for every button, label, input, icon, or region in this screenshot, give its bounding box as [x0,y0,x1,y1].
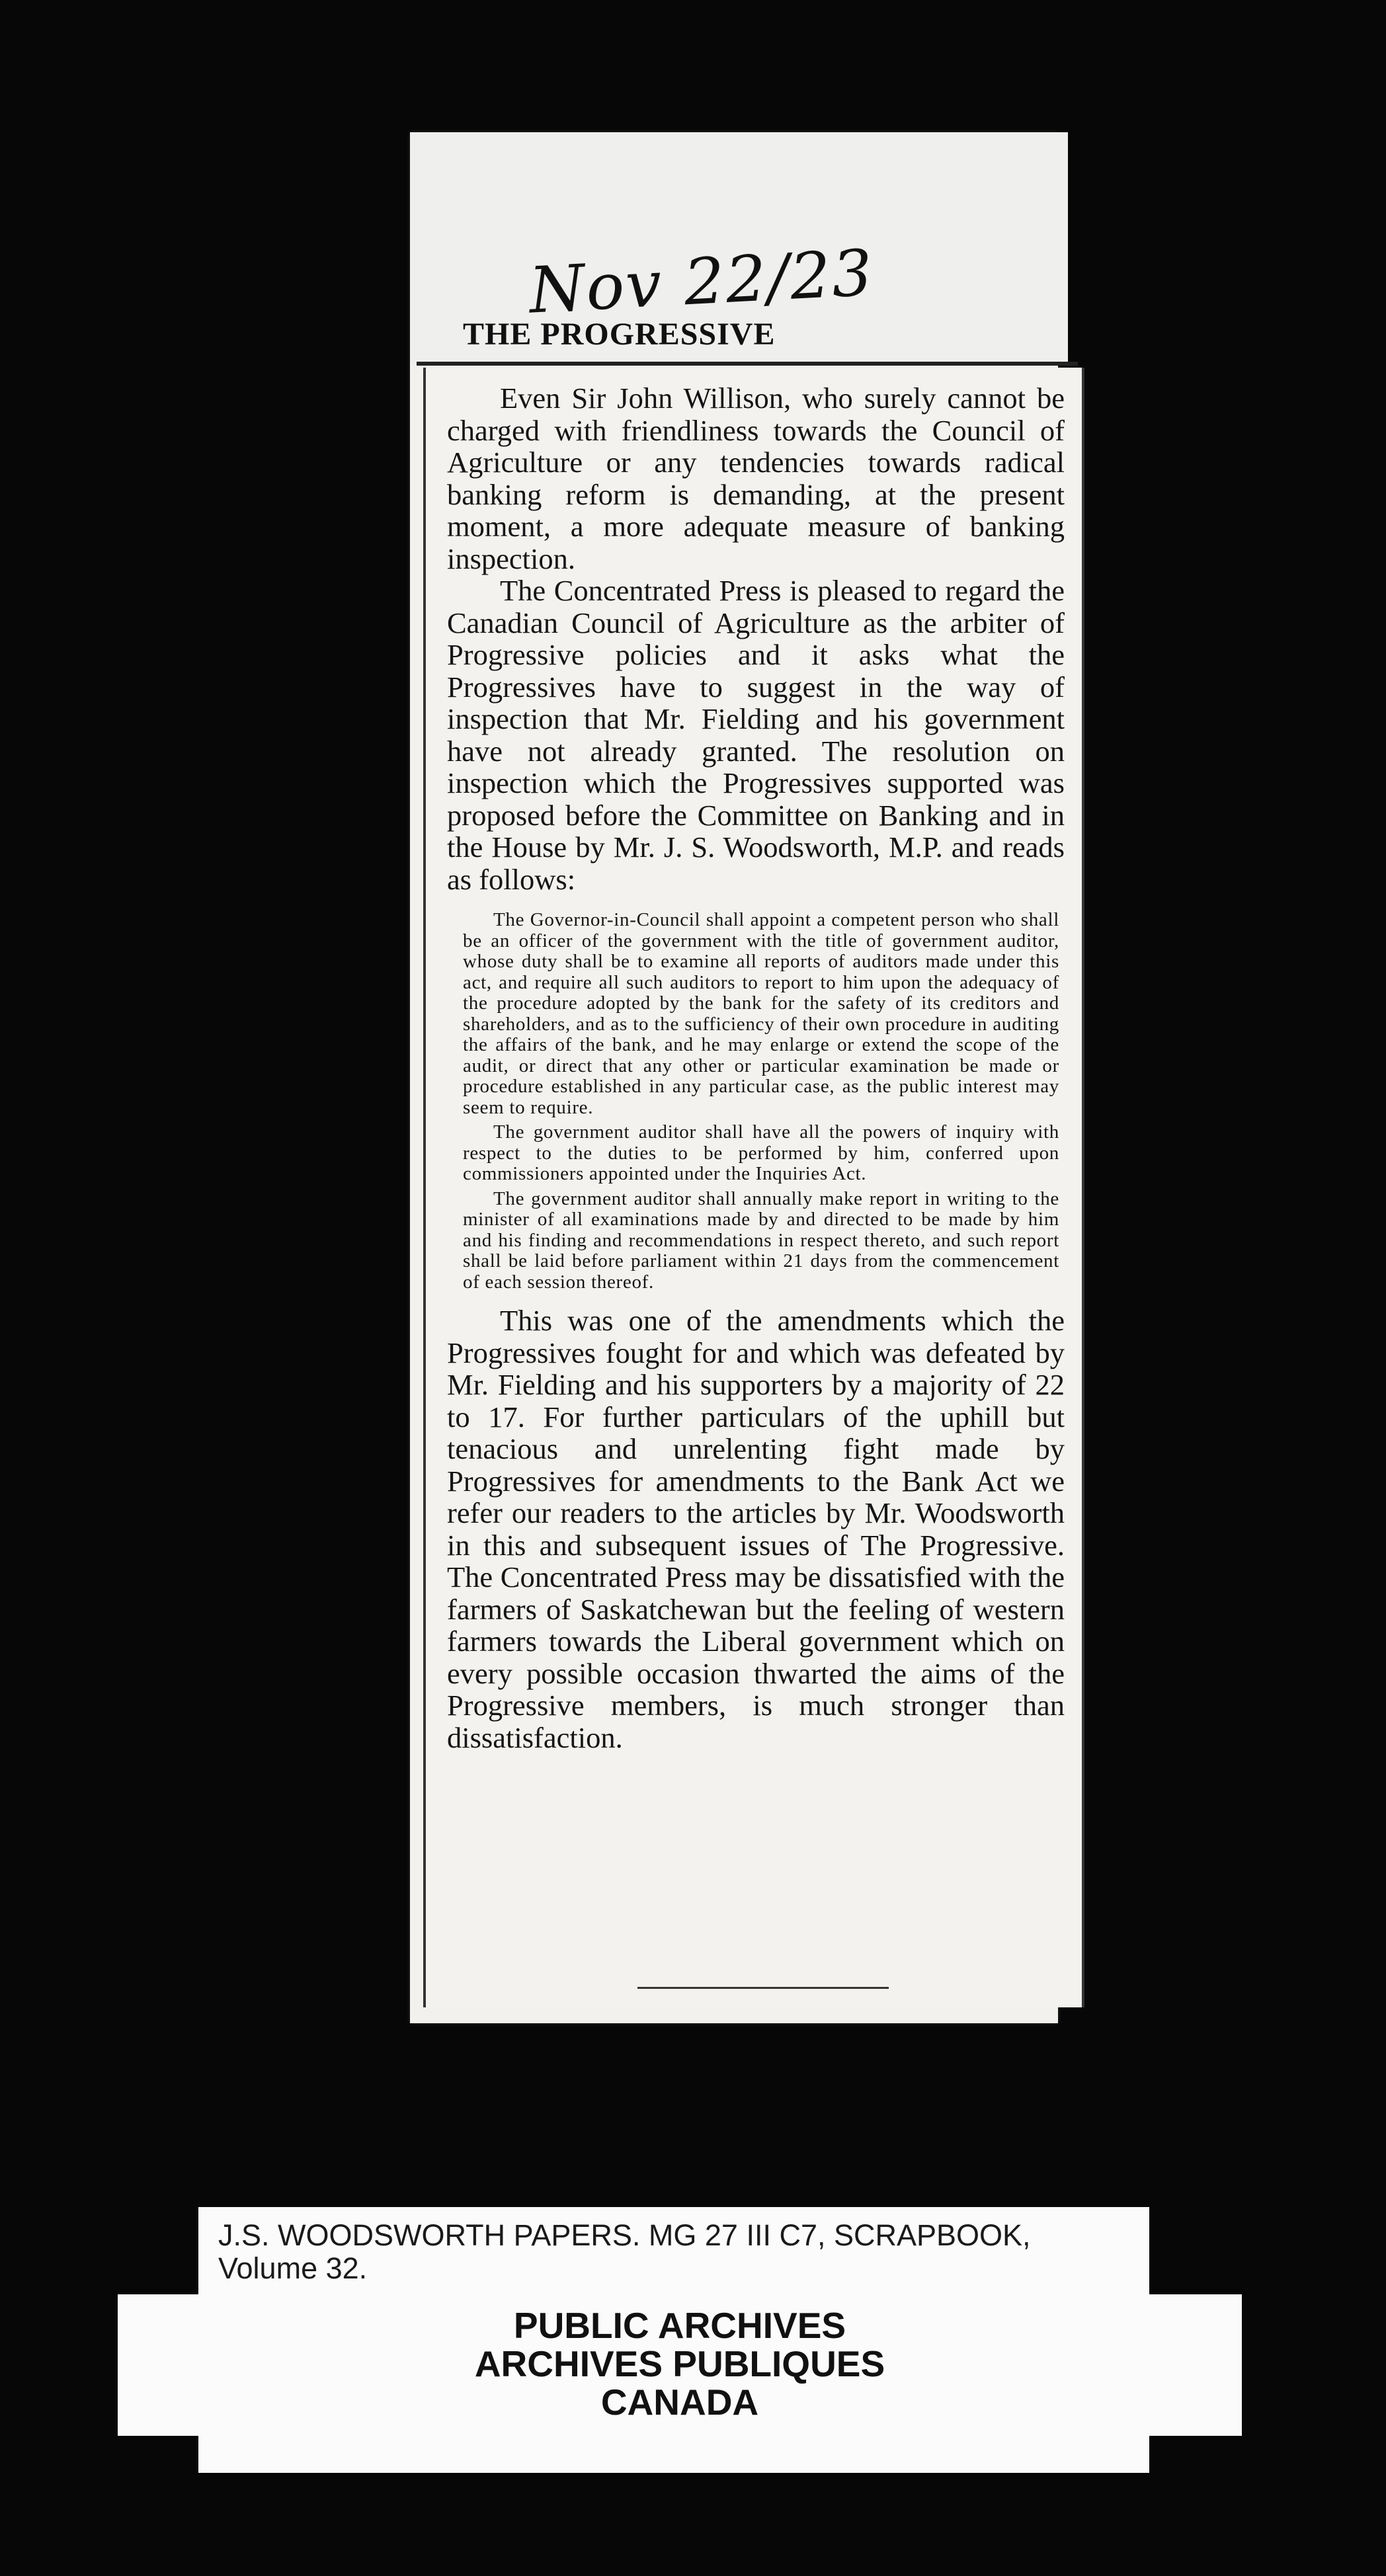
resolution-clause-3: The government auditor shall annually make report in writing to the minister of all examinations made by and directed to be made by him and his finding and recommendations in respect thereto, and such report shall be laid before parliament within 21 days from the commencement of each session thereof. [463,1187,1059,1293]
paragraph-1: Even Sir John Willison, who surely cannot be charged with friendliness towards the Council of Agriculture or any tendencies towards radical banking reform is demanding, at the present moment, a more adequate measure of banking inspection. [447,382,1065,575]
article-text [447,382,1065,895]
archive-stamp [118,2306,1242,2421]
article-body [423,368,1084,2007]
paragraph-2: The Concentrated Press is pleased to regard the Canadian Council of Agriculture as the arbiter of Progressive policies and it asks what the Progressives have to suggest in the way of inspection that Mr. Fielding and his government have not already granted. The resolution on inspection which the Progressives supported was proposed before the Committee on Banking and in the House by Mr. J. S. Woodsworth, M.P. and reads as follows: [447,574,1065,896]
resolution-clause-2: The government auditor shall have all the powers of inquiry with respect to the duties to be performed by him, conferred upon commissioners appointed under the Inquiries Act. [463,1121,1059,1184]
stamp-line-3: CANADA [600,2382,759,2423]
stamp-line-1: PUBLIC ARCHIVES [513,2305,846,2346]
masthead: THE PROGRESSIVE [463,317,776,352]
archive-reference-line-2: Volume 32. [218,2251,368,2285]
end-rule [637,1987,889,1989]
archive-reference-line-1: J.S. WOODSWORTH PAPERS. MG 27 III C7, SCRAPBOOK, [218,2218,1031,2252]
handwritten-date: Nov 22/23 [527,235,876,328]
resolution-clause-1: The Governor-in-Council shall appoint a competent person who shall be an officer of the government with the title of government auditor, whose duty shall be to examine all reports of auditors made under this act, and require all such auditors to report to him upon the adequacy of the procedure adopted by the bank for the safety of its creditors and shareholders, and as to the sufficiency of their own procedure in auditing the affairs of the bank, and he may enlarge or extend the scope of the audit, or direct that any other or particular examination be made or procedure established in any particular case, as the public interest may seem to require. [463,909,1059,1118]
archive-reference [218,2219,1131,2285]
newspaper-clipping [410,132,1065,2023]
clipping-header [410,132,1068,364]
stamp-line-2: ARCHIVES PUBLIQUES [474,2343,885,2384]
masthead-rule [417,362,1078,366]
archive-label [198,2207,1149,2300]
closing-paragraph: This was one of the amendments which the Progressives fought for and which was defeated by Mr. Fielding and his supporters by a majority of 22 to 17. For further particulars of the uphill but tenacious and unrelenting fight made by Progressives for amendments to the Bank Act we refer our readers to the articles by Mr. Woodsworth in this and subsequent issues of The Progressive. The Concentrated Press may be dissatisfied with the farmers of Saskatchewan but the feeling of western farmers towards the Liberal government which on every possible occasion thwarted the aims of the Progressive members, is much stronger than dissatisfaction. [447,1304,1065,1754]
quoted-resolution [463,910,1059,1293]
closing-text [447,1305,1065,1753]
